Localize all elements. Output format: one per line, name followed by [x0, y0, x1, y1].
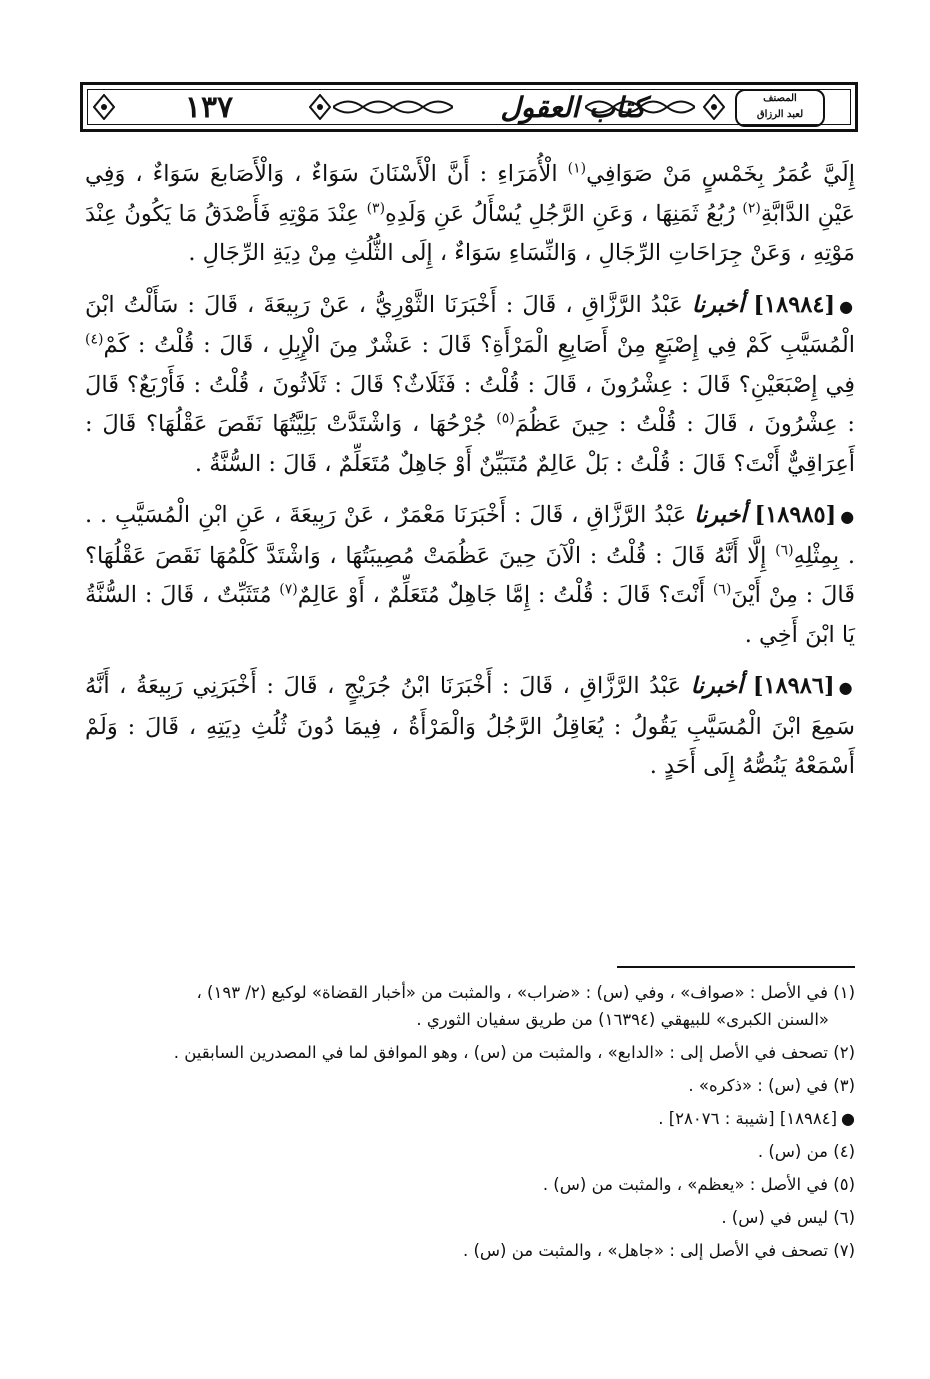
series-seal-line: المصنف — [763, 93, 797, 104]
hadith-opening: أخبرنا — [694, 502, 747, 528]
header-ornament-icon — [703, 94, 725, 120]
paragraph-continuation — [85, 155, 855, 274]
source-note-text: [١٨٩٨٤] [شيبة : ٢٨٠٧٦] . — [658, 1109, 838, 1128]
footnote-marker[interactable]: (٣) — [366, 200, 386, 216]
hadith-number: [١٨٩٨٤] — [753, 291, 836, 318]
hadith-opening: أخبرنا — [690, 673, 744, 699]
footnote-marker[interactable]: (٦) — [775, 542, 794, 558]
footnote-5: (٥) في الأصل : «يعظم» ، والمثبت من (س) . — [542, 1175, 855, 1194]
footnote-1: (١) في الأصل : «صواف» ، وفي (س) : «ضراب» ، والمثبت من «أخبار القضاة» لوكيع (٢/ ١٩٣) ، — [196, 983, 855, 1002]
footnote-4: (٤) من (س) . — [757, 1142, 855, 1161]
text-run: رُبُعُ ثَمَنِهَا ، وَعَنِ الرَّجُلِ يُسْأَلُ عَنِ وَلَدِهِ — [385, 200, 743, 227]
bullet-icon: ● — [839, 296, 855, 316]
footnote-6: (٦) ليس في (س) . — [721, 1208, 855, 1227]
series-seal — [735, 89, 825, 127]
footnote-3: (٣) في (س) : «ذكره» . — [688, 1076, 855, 1095]
text-run: الْأُمَرَاءِ : أَنَّ الْأَسْنَانَ سَوَاءٌ ، وَالْأَصَابعَ سَوَاءٌ ، وَفِي عَيْنِ الدَّابَّةِ — [85, 161, 855, 227]
footnote-marker[interactable]: (٧) — [279, 581, 298, 598]
series-seal-line: لعبد الرزاق — [756, 109, 804, 120]
footnote-2: (٢) تصحف في الأصل إلى : «الدابع» ، والمثبت من (س) ، وهو الموافق لما في المصدرين السابقين . — [173, 1043, 855, 1062]
hadith-opening: أخبرنا — [691, 291, 745, 318]
page-number: ١٣٧ — [184, 90, 234, 125]
hadith-number: [١٨٩٨٦] — [752, 673, 835, 699]
bullet-icon: ● — [840, 507, 855, 526]
header-ornament-icon — [309, 94, 331, 120]
hadith-18986 — [85, 667, 855, 787]
text-run: مُتَثَبِّتٌ ، قَالَ : السُّنَّةُ يَا ابْنَ أَخِي . — [85, 582, 855, 648]
footnote-1-continuation: «السنن الكبرى» للبيهقي (١٦٣٩٤) من طريق سفيان الثوري . — [416, 1010, 829, 1029]
bullet-icon: ● — [841, 1109, 855, 1128]
text-run: إِلَيَّ عُمَرُ بِخَمْسٍ مَنْ صَوَافِي — [586, 161, 855, 187]
text-run: عَبْدُ الرَّزَّاقِ ، قَالَ : أَخْبَرَنَا مَعْمَرٌ ، عَنْ رَبِيعَةَ ، عَنِ ابْنِ الْمُسَيَّبِ . . . بِمِثْلِهِ — [85, 502, 855, 569]
text-run: إِلَّا أَنَّهُ قَالَ : قُلْتُ : الْآنَ حِينَ عَظُمَتْ مُصِيبَتُهَا ، وَاشْتَدَّ كَلْمُهَا نَقَصَ عَقْلُهَا؟ قَالَ : مِنْ أَيْنَ — [85, 542, 855, 608]
text-run: عِنْدَ مَوْتِهِ فَأَصْدَقُ مَا يَكُونُ عِنْدَ مَوْتِهِ ، وَعَنْ جِرَاحَاتِ الرِّجَالِ ، وَالنِّسَاءِ سَوَاءٌ ، إِلَى الثُّلُثِ مِنْ دِيَةِ الرِّجَالِ . — [85, 200, 855, 266]
text-run: جُرْحُهَا ، وَاشْتَدَّتْ بَلِيَّتُهَا نَقَصَ عَقْلُهَا؟ قَالَ : أَعِرَاقِيٌّ أَنْتَ؟ قَالَ : قُلْتُ : بَلْ عَالِمٌ مُتَبَيِّنٌ أَوْ جَاهِلٌ مُتَعَلِّمٌ ، قَالَ : السُّنَّةُ . — [85, 411, 855, 477]
hadith-18984 — [85, 286, 855, 485]
footnote-marker[interactable]: (٢) — [742, 200, 761, 216]
text-run: عَبْدُ الرَّزَّاقِ ، قَالَ : أَخْبَرَنَا الثَّوْرِيُّ ، عَنْ رَبِيعَةَ ، قَالَ : سَأَلْتُ ابْنَ الْمُسَيَّبِ كَمْ فِي إِصْبَعٍ مِنْ أَصَابِعِ الْمَرْأَةِ؟ قَالَ : عَشْرٌ مِنَ الْإِبِلِ ، قَالَ : قُلْتُ : كَمْ — [85, 291, 855, 358]
running-header — [80, 82, 858, 132]
text-run: فِي إِصْبَعَيْنِ؟ قَالَ : عِشْرُونَ ، قَالَ : قُلْتُ : فَثَلَاثٌ؟ قَالَ : ثَلَاثُونَ ، قُلْتُ : فَأَرْبَعٌ؟ قَالَ : عِشْرُونَ ، قَالَ : قُلْتُ : حِينَ عَظُمَ — [85, 371, 855, 437]
footnote-marker[interactable]: (٥) — [496, 410, 515, 427]
footnote-marker[interactable]: (١) — [567, 160, 587, 177]
footnotes — [85, 982, 855, 1273]
text-run: أَنْتَ؟ قَالَ : قُلْتُ : إِمَّا جَاهِلٌ مُتَعَلِّمٌ ، أَوْ عَالِمٌ — [297, 582, 713, 608]
header-ornament-icon — [93, 94, 115, 120]
chapter-title: كتاب العقول — [500, 91, 646, 124]
header-ornament-band-icon — [333, 94, 453, 120]
footnote-7: (٧) تصحف في الأصل إلى : «جاهل» ، والمثبت من (س) . — [462, 1241, 855, 1260]
bullet-icon: ● — [838, 678, 856, 697]
hadith-number: [١٨٩٨٥] — [754, 502, 837, 528]
text-run: عَبْدُ الرَّزَّاقِ ، قَالَ : أَخْبَرَنَا ابْنُ جُرَيْجٍ ، قَالَ : أَخْبَرَنِي رَبِيعَةُ ، أَنَّهُ سَمِعَ ابْنَ الْمُسَيَّبِ يَقُولُ : يُعَاقِلُ الرَّجُلُ وَالْمَرْأَةُ ، فِيمَا دُونَ ثُلُثِ دِيَتِهِ ، قَالَ : وَلَمْ أَسْمَعْهُ يَنُصُّهُ إِلَى أَحَدٍ . — [85, 673, 855, 779]
footnote-separator — [617, 966, 855, 968]
footnote-marker[interactable]: (٤) — [85, 331, 104, 348]
source-note-18984 — [85, 1108, 855, 1130]
main-text — [85, 155, 855, 799]
hadith-18985 — [85, 496, 855, 655]
footnote-marker[interactable]: (٦) — [712, 581, 732, 598]
